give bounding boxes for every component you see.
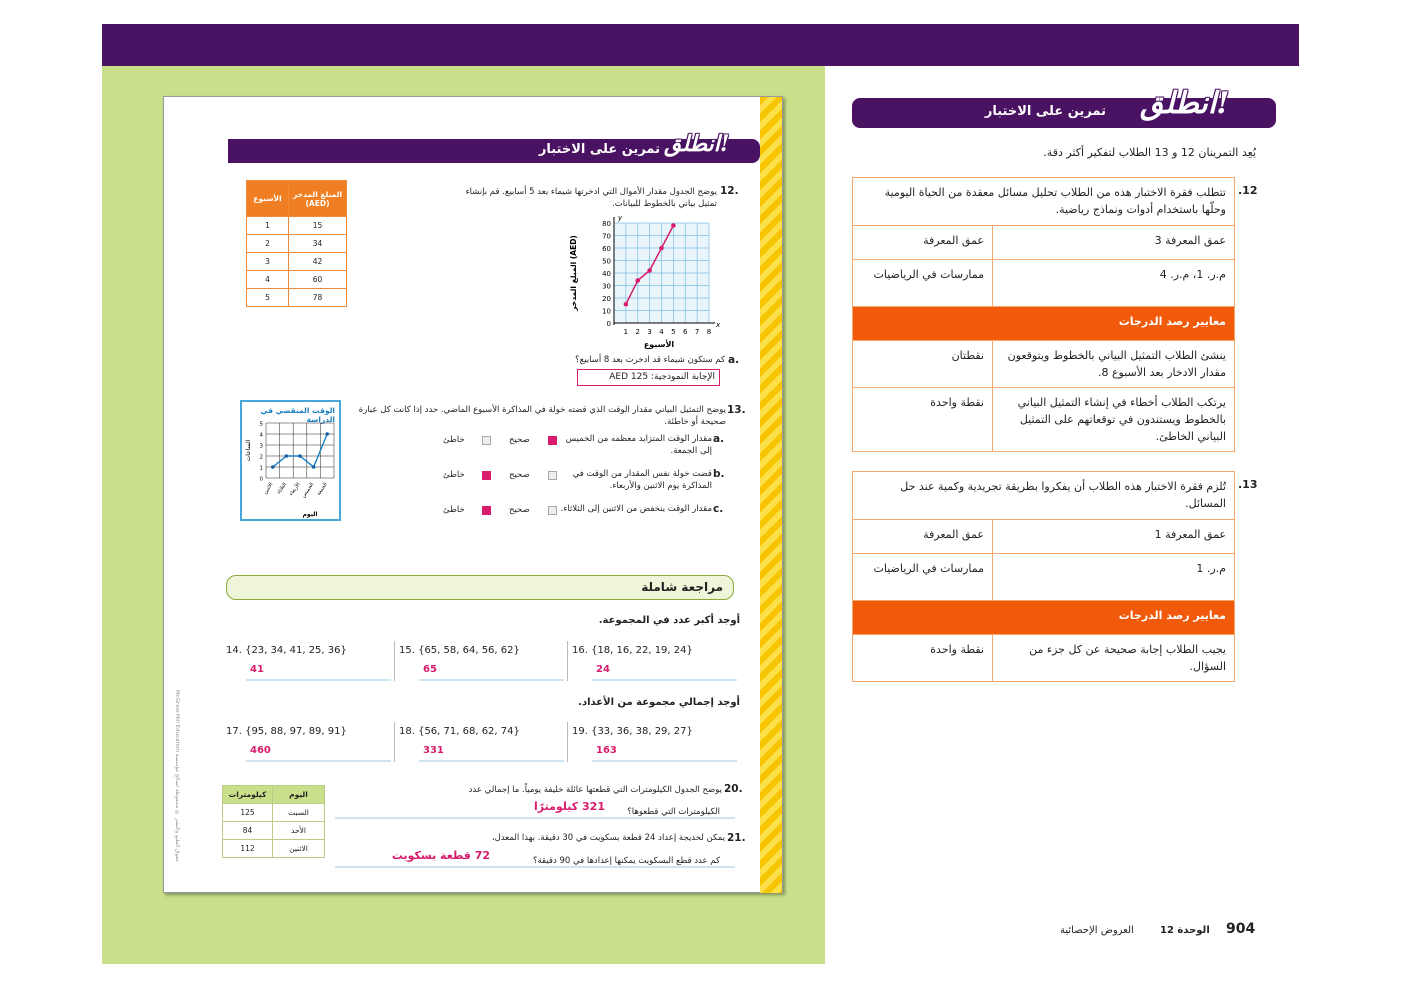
- amount-cell: 78: [289, 289, 347, 307]
- q12a-text: كم ستكون شيماء قد ادخرت بعد 8 أسابيع؟: [575, 355, 725, 365]
- week-cell: 1: [247, 217, 289, 235]
- review-divider: [394, 641, 395, 681]
- false-checkbox[interactable]: [482, 506, 491, 515]
- top-band: [102, 24, 1299, 66]
- y-tick-label: 50: [602, 257, 611, 266]
- y-tick-label: 20: [602, 295, 611, 303]
- page-number: 904: [1226, 921, 1256, 937]
- study-y-tick: 3: [259, 443, 263, 450]
- amount-cell: 15: [289, 217, 347, 235]
- study-point: [285, 454, 289, 458]
- week-cell: 2: [247, 235, 289, 253]
- day-cell: الاثنين: [273, 840, 325, 858]
- q21-answer-line: [335, 866, 735, 868]
- ex13-mp-label: ممارسات في الرياضيات: [853, 554, 993, 601]
- ex12-table: [852, 177, 1235, 452]
- q12-text: يوضح الجدول مقدار الأموال التي ادخرتها شيماء بعد 5 أسابيع. قم بإنشاء تمثيل بياني بالخطوط للبيانات.: [465, 187, 717, 209]
- q13-text: يوضح التمثيل البياني مقدار الوقت الذي قضته خولة في المذاكرة الأسبوع الماضي. حدد إذا كانت كل عبارة صحيحة أو خاطئة.: [358, 405, 726, 427]
- review-banner: [226, 575, 734, 600]
- q13-item-text: مقدار الوقت ينخفض من الاثنين إلى الثلاثاء.: [560, 504, 712, 514]
- q20-text-2: الكيلومترات التي قطعوها؟: [627, 807, 720, 817]
- week-cell: 5: [247, 289, 289, 307]
- study-chart-box: [240, 400, 341, 521]
- km-cell: 125: [223, 804, 273, 822]
- ex12-rubric-title: معايير رصد الدرجات: [853, 307, 1235, 341]
- review-divider: [567, 722, 568, 762]
- savings-point: [647, 268, 652, 273]
- review-answer-line: [592, 679, 737, 681]
- km-row: [223, 822, 325, 840]
- day-cell: السبت: [273, 804, 325, 822]
- y-axis-title: المبلغ المدخر (AED): [569, 235, 578, 311]
- ex12-dok-value: عمق المعرفة 3: [993, 226, 1235, 260]
- y-tick-label: 70: [602, 232, 611, 241]
- ex12-rubric-score: نقطة واحدة: [853, 388, 993, 452]
- review-question: 19. {33, 36, 38, 29, 27}: [572, 726, 693, 737]
- y-axis-letter: y: [618, 214, 623, 222]
- study-x-tick: الاثنين: [262, 481, 275, 496]
- y-tick-label: 10: [602, 307, 611, 316]
- q13-item-label: a.: [713, 433, 725, 445]
- ex13-rubric-desc: يجيب الطلاب إجابة صحيحة عن كل جزء من السؤال.: [993, 635, 1235, 682]
- review-question: 17. {95, 88, 97, 89, 91}: [226, 726, 347, 737]
- review-answer-line: [419, 760, 564, 762]
- ex12-rubric-desc: يرتكب الطلاب أخطاء في إنشاء التمثيل البياني بالخطوط ويستندون في توقعاتهم على التمثيل البياني الخاطئ.: [993, 388, 1235, 452]
- ex12-number: .12: [1238, 184, 1258, 197]
- ex13-number: .13: [1238, 478, 1258, 491]
- ex12-mp-label: ممارسات في الرياضيات: [853, 260, 993, 307]
- review-answer: 460: [250, 745, 271, 756]
- study-y-tick: 4: [259, 432, 263, 439]
- guide-go-logo: انطلق!: [1140, 86, 1230, 121]
- study-x-tick: الجمعة: [315, 481, 329, 497]
- review-answer: 24: [596, 664, 610, 675]
- week-cell: 3: [247, 253, 289, 271]
- savings-point: [671, 223, 676, 228]
- q12-number: 12.: [720, 185, 739, 197]
- x-tick-label: 3: [647, 328, 652, 336]
- km-cell: 112: [223, 840, 273, 858]
- x-tick-label: 4: [659, 328, 664, 336]
- ex12-mp-value: م.ر. 1، م.ر. 4: [993, 260, 1235, 307]
- ex12-rubric-score: نقطتان: [853, 341, 993, 388]
- q13-item-label: c.: [713, 503, 724, 515]
- savings-point: [659, 246, 664, 251]
- review-answer-line: [419, 679, 564, 681]
- col-day: اليوم: [273, 786, 325, 804]
- practice-title: تمرين على الاختبار: [538, 142, 660, 157]
- amount-cell: 60: [289, 271, 347, 289]
- savings-point: [635, 278, 640, 283]
- review-title: مراجعة شاملة: [641, 580, 723, 594]
- q20-text-1: يوضح الجدول الكيلومترات التي قطعتها عائلة خليفة يومياً. ما إجمالي عدد: [468, 785, 722, 795]
- study-y-tick: 1: [259, 465, 263, 472]
- ex12-rubric-desc: ينشئ الطلاب التمثيل البياني بالخطوط ويتوقعون مقدار الادخار بعد الأسبوع 8.: [993, 341, 1235, 388]
- ex12-desc: تتطلب فقرة الاختبار هذه من الطلاب تحليل مسائل معقدة من الحياة اليومية وحلّها باستخدام أدوات ونماذج رياضية.: [853, 178, 1235, 226]
- study-y-title: الساعات: [245, 439, 252, 462]
- x-tick-label: 2: [635, 328, 640, 336]
- review-answer-line: [246, 760, 391, 762]
- study-point: [325, 432, 329, 436]
- q12a-answer: الإجابة النموذجية: AED 125: [577, 369, 720, 386]
- q13-item-label: b.: [713, 468, 725, 480]
- q13-item-text: قضت خولة نفس المقدار من الوقت في المذاكرة يوم الاثنين والأربعاء.: [572, 469, 712, 491]
- copyright-note: McGraw-Hill Education حقوق الطبع والنشر © محفوظة لصالح مؤسسة: [174, 690, 180, 863]
- guide-title: تمرين على الاختبار: [984, 104, 1106, 119]
- q13-item-text: مقدار الوقت المتزايد معظمه من الخميس إلى الجمعة.: [565, 434, 712, 456]
- ex12-dok-label: عمق المعرفة: [853, 226, 993, 260]
- study-point: [271, 465, 275, 469]
- km-cell: 84: [223, 822, 273, 840]
- savings-row: [247, 271, 347, 289]
- false-checkbox[interactable]: [482, 436, 491, 445]
- km-row: [223, 840, 325, 858]
- y-tick-label: 30: [602, 282, 611, 291]
- col-week: الأسبوع: [247, 181, 289, 217]
- ex13-rubric-score: نقطة واحدة: [853, 635, 993, 682]
- savings-point: [624, 302, 629, 307]
- y-tick-label: 0: [606, 320, 611, 328]
- review-instruction-2: أوجد إجمالي مجموعة من الأعداد.: [578, 697, 740, 708]
- y-tick-label: 60: [602, 245, 611, 253]
- review-answer-line: [246, 679, 391, 681]
- q20-answer: 321 كيلومترًا: [534, 800, 605, 813]
- study-y-tick: 2: [259, 454, 263, 461]
- review-question: 18. {56, 71, 68, 62, 74}: [399, 726, 520, 737]
- x-tick-label: 6: [683, 328, 688, 336]
- savings-row: [247, 289, 347, 307]
- true-label: صحيح: [509, 505, 530, 515]
- review-question: 15. {65, 58, 64, 56, 62}: [399, 645, 520, 656]
- false-label: خاطئ: [443, 435, 465, 445]
- x-tick-label: 5: [671, 328, 676, 336]
- ex13-mp-value: م.ر. 1: [993, 554, 1235, 601]
- savings-row: [247, 235, 347, 253]
- ex13-dok-value: عمق المعرفة 1: [993, 520, 1235, 554]
- review-divider: [394, 722, 395, 762]
- ex13-table: [852, 471, 1235, 682]
- study-x-title: اليوم: [302, 511, 318, 518]
- x-axis-title: الأسبوع: [643, 340, 675, 349]
- savings-row: [247, 217, 347, 235]
- study-chart-title: الوقت المنقضي في الدراسة: [260, 406, 335, 424]
- review-instruction-1: أوجد أكبر عدد في المجموعة.: [598, 615, 740, 626]
- ex13-rubric-title: معايير رصد الدرجات: [853, 601, 1235, 635]
- savings-line-graph: [562, 210, 727, 350]
- study-line-graph: [244, 416, 340, 520]
- true-checkbox[interactable]: [548, 436, 557, 445]
- true-checkbox[interactable]: [548, 506, 557, 515]
- ex13-dok-label: عمق المعرفة: [853, 520, 993, 554]
- false-checkbox[interactable]: [482, 471, 491, 480]
- day-cell: الأحد: [273, 822, 325, 840]
- false-label: خاطئ: [443, 470, 465, 480]
- q20-number: 20.: [724, 783, 743, 795]
- study-y-tick: 5: [259, 421, 263, 428]
- km-row: [223, 804, 325, 822]
- x-tick-label: 8: [706, 328, 712, 336]
- guide-intro: يُعِد التمرينان 12 و 13 الطلاب لتفكير أكثر دقة.: [1043, 146, 1256, 159]
- savings-row: [247, 253, 347, 271]
- week-cell: 4: [247, 271, 289, 289]
- unit-title: العروض الإحصائية: [1060, 925, 1134, 936]
- q21-text-1: يمكن لخديجة إعداد 24 قطعة بسكويت في 30 دقيقة. بهذا المعدل،: [491, 833, 725, 843]
- study-series-line: [273, 434, 327, 467]
- q21-number: 21.: [727, 832, 746, 844]
- go-logo: انطلق!: [664, 131, 730, 157]
- study-y-tick: 0: [259, 476, 263, 483]
- y-tick-label: 40: [602, 270, 611, 278]
- unit-label: الوحدة 12: [1160, 925, 1210, 936]
- true-label: صحيح: [509, 435, 530, 445]
- y-tick-label: 80: [602, 220, 611, 228]
- q21-text-2: كم عدد قطع البسكويت يمكنها إعدادها في 90 دقيقة؟: [532, 856, 720, 866]
- false-label: خاطئ: [443, 505, 465, 515]
- x-axis-letter: x: [716, 321, 721, 329]
- review-question: 14. {23, 34, 41, 25, 36}: [226, 645, 347, 656]
- study-x-tick: الثلاثاء: [275, 481, 289, 496]
- col-amount: المبلغ المدخر (AED): [289, 181, 347, 217]
- col-km: كيلومترات: [223, 786, 273, 804]
- study-x-tick: الخميس: [300, 481, 316, 500]
- ex13-desc: تُلزم فقرة الاختبار هذه الطلاب أن يفكروا بطريقة تجريدية وكمية عند حل المسائل.: [853, 472, 1235, 520]
- savings-table: [246, 180, 347, 307]
- q13-number: 13.: [727, 404, 746, 416]
- review-divider: [567, 641, 568, 681]
- q12a-label: a.: [728, 354, 740, 366]
- study-point: [312, 465, 316, 469]
- review-answer: 331: [423, 745, 444, 756]
- review-answer: 65: [423, 664, 437, 675]
- study-point: [298, 454, 302, 458]
- yellow-edge-strip: [760, 97, 782, 893]
- amount-cell: 34: [289, 235, 347, 253]
- study-x-tick: الأربعاء: [288, 481, 302, 497]
- true-label: صحيح: [509, 470, 530, 480]
- x-tick-label: 1: [623, 328, 629, 336]
- x-tick-label: 7: [694, 328, 700, 336]
- q21-answer: 72 قطعة بسكويت: [391, 849, 490, 862]
- review-answer-line: [592, 760, 737, 762]
- review-answer: 41: [250, 664, 264, 675]
- true-checkbox[interactable]: [548, 471, 557, 480]
- review-question: 16. {18, 16, 22, 19, 24}: [572, 645, 693, 656]
- q20-answer-line: [335, 817, 735, 819]
- amount-cell: 42: [289, 253, 347, 271]
- review-answer: 163: [596, 745, 617, 756]
- km-table: [222, 785, 325, 858]
